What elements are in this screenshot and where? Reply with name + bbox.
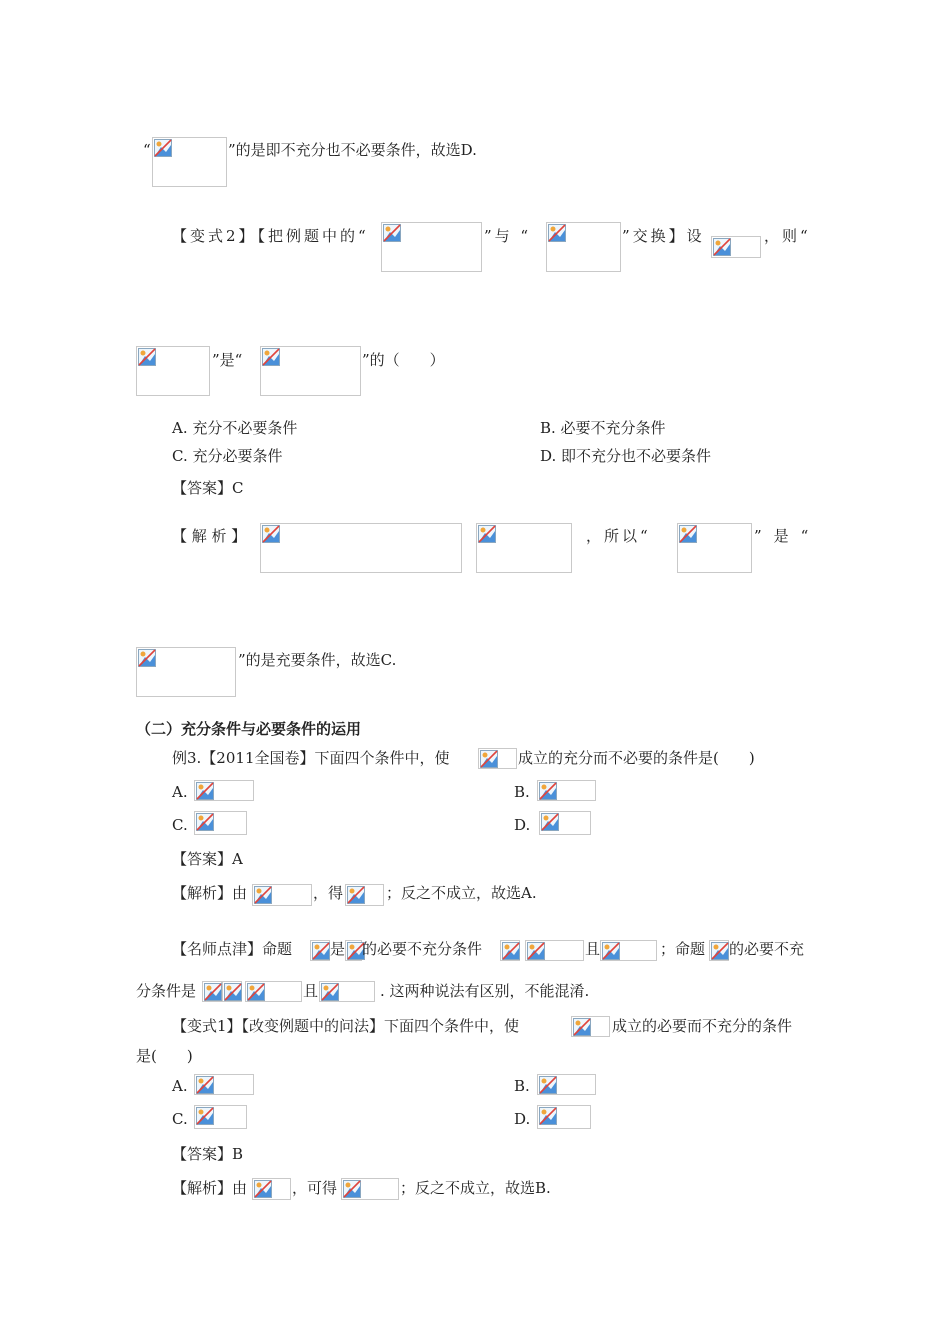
option-d: D. [514, 816, 531, 834]
broken-image-icon [602, 942, 620, 960]
text-line: ”是“ [754, 527, 821, 545]
formula-image [252, 884, 312, 906]
analysis-label: 【 解 析 】 [172, 527, 247, 545]
analysis-text: ；反之不成立，故选B. [400, 1179, 551, 1197]
option-c: C. 充分必要条件 [172, 447, 283, 465]
answer: 【答案】A [172, 850, 243, 868]
formula-image [310, 940, 330, 961]
broken-image-icon [196, 1107, 214, 1125]
formula-image [537, 1105, 591, 1129]
formula-image [539, 811, 591, 835]
analysis-text: 【解析】由 [172, 1179, 248, 1197]
variant-label: 【变式2】 [172, 227, 257, 245]
broken-image-icon [713, 238, 731, 256]
answer: 【答案】C [172, 479, 244, 497]
formula-image [136, 346, 210, 396]
tip-text: 【名师点津】命题 [172, 940, 293, 958]
formula-image [222, 981, 242, 1002]
formula-image [194, 1074, 254, 1095]
broken-image-icon [196, 782, 214, 800]
broken-image-icon [679, 525, 697, 543]
broken-image-icon [541, 813, 559, 831]
option-d: D. [514, 1110, 531, 1128]
analysis-text: ；反之不成立，故选A. [386, 884, 537, 902]
broken-image-icon [347, 886, 365, 904]
broken-image-icon [548, 224, 566, 242]
broken-image-icon [154, 139, 172, 157]
broken-image-icon [247, 983, 265, 1001]
formula-image [571, 1016, 610, 1037]
formula-image [202, 981, 222, 1002]
broken-image-icon [196, 813, 214, 831]
formula-image [341, 1178, 399, 1200]
formula-image [546, 222, 621, 272]
formula-image [345, 884, 384, 906]
option-c: C. [172, 816, 188, 834]
broken-image-icon [539, 1107, 557, 1125]
broken-image-icon [502, 942, 520, 960]
broken-image-icon [480, 750, 498, 768]
formula-image [136, 647, 236, 697]
broken-image-icon [539, 1076, 557, 1094]
option-d: D. 即不充分也不必要条件 [540, 447, 712, 465]
broken-image-icon [711, 942, 729, 960]
broken-image-icon [478, 525, 496, 543]
option-a: A. [172, 1077, 188, 1095]
option-b: B. [514, 783, 530, 801]
example-stem: 例3.【2011全国卷】下面四个条件中，使 [172, 749, 450, 767]
formula-image [709, 940, 729, 961]
broken-image-icon [573, 1018, 591, 1036]
analysis-text: ，可得 [292, 1179, 338, 1197]
tip-text: ；命题 [660, 940, 706, 958]
broken-image-icon [539, 782, 557, 800]
formula-image [260, 523, 462, 573]
tip-text: 且 [585, 940, 601, 958]
example-stem: 成立的充分而不必要的条件是( ) [518, 749, 755, 767]
formula-image [194, 1105, 247, 1129]
formula-image [677, 523, 752, 573]
formula-image [260, 346, 361, 396]
broken-image-icon [262, 348, 280, 366]
broken-image-icon [383, 224, 401, 242]
formula-image [537, 780, 596, 801]
formula-image [500, 940, 520, 961]
broken-image-icon [138, 348, 156, 366]
broken-image-icon [254, 886, 272, 904]
variant-text: 成立的必要而不充分的条件 [612, 1017, 793, 1035]
text-line: ，则“ [764, 227, 811, 245]
tip-text: . 这两种说法有区别，不能混淆. [380, 982, 590, 1000]
broken-image-icon [527, 942, 545, 960]
broken-image-icon [204, 983, 222, 1001]
formula-image [252, 1178, 291, 1200]
text-line: ，所以“ [586, 527, 651, 545]
formula-image [194, 811, 247, 835]
text-line: ”与 “ [484, 227, 532, 245]
formula-image [152, 137, 227, 187]
broken-image-icon [321, 983, 339, 1001]
broken-image-icon [343, 1180, 361, 1198]
broken-image-icon [254, 1180, 272, 1198]
text-line: ”的是充要条件，故选C. [238, 651, 397, 669]
tip-text: 是 [330, 940, 346, 958]
tip-text: 的必要不充 [729, 940, 805, 958]
tip-text: 且 [303, 982, 319, 1000]
option-a: A. 充分不必要条件 [172, 419, 298, 437]
broken-image-icon [196, 1076, 214, 1094]
formula-image [194, 780, 254, 801]
option-b: B. [514, 1077, 530, 1095]
text-line: ”交换】设 [622, 227, 705, 245]
option-c: C. [172, 1110, 188, 1128]
formula-image [245, 981, 302, 1002]
variant-text: 【变式1】【改变例题中的问法】下面四个条件中，使 [172, 1017, 520, 1035]
tip-text: 分条件是 [136, 982, 197, 1000]
broken-image-icon [312, 942, 330, 960]
broken-image-icon [224, 983, 242, 1001]
broken-image-icon [138, 649, 156, 667]
formula-image [537, 1074, 596, 1095]
formula-image [476, 523, 572, 573]
tip-text: 的必要不充分条件 [362, 940, 483, 958]
formula-image [600, 940, 657, 961]
formula-image [319, 981, 375, 1002]
formula-image [711, 236, 761, 258]
formula-image [345, 940, 362, 961]
answer: 【答案】B [172, 1145, 244, 1163]
broken-image-icon [262, 525, 280, 543]
text-line: ”的是即不充分也不必要条件，故选D. [228, 141, 477, 159]
text-line: 【把例题中的“ [250, 227, 369, 245]
section-heading: （二）充分条件与必要条件的运用 [136, 720, 362, 738]
variant-text: 是( ) [136, 1047, 193, 1065]
option-a: A. [172, 783, 188, 801]
option-b: B. 必要不充分条件 [540, 419, 666, 437]
quote-open: “ [143, 141, 151, 159]
analysis-text: ，得 [313, 884, 344, 902]
text-line: ”的（ ） [362, 351, 445, 369]
formula-image [381, 222, 482, 272]
analysis-text: 【解析】由 [172, 884, 248, 902]
formula-image [525, 940, 584, 961]
formula-image [478, 748, 517, 769]
text-line: ”是“ [212, 351, 243, 369]
